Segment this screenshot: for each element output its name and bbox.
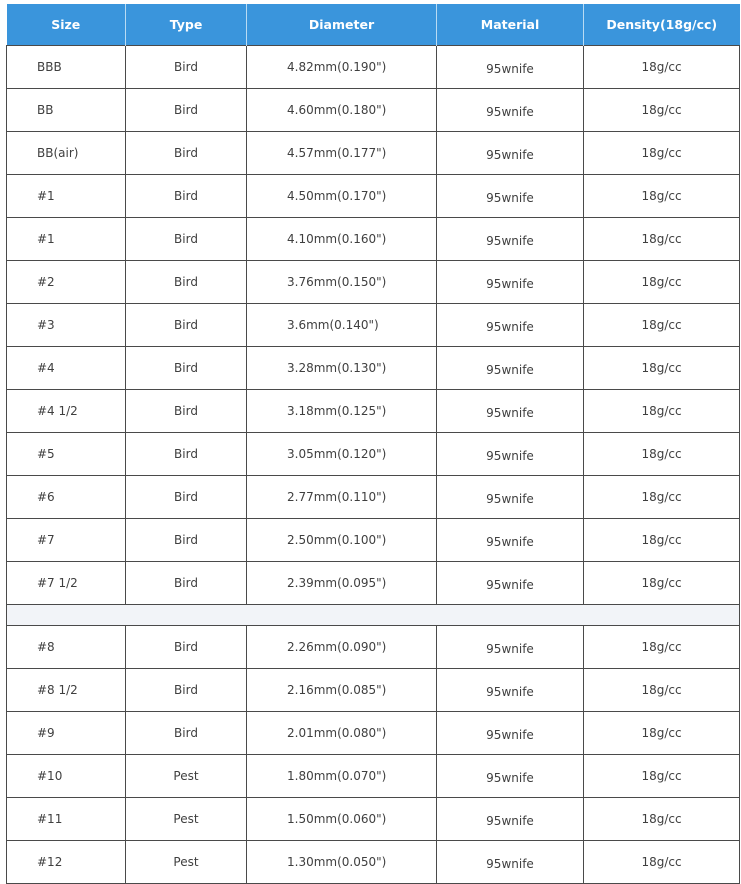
density-cell: 18g/cc	[584, 841, 740, 884]
type-cell: Bird	[126, 175, 247, 218]
density-cell: 18g/cc	[584, 46, 740, 89]
diameter-cell: 4.60mm(0.180")	[247, 89, 437, 132]
header-density: Density(18g/cc)	[584, 4, 740, 46]
size-cell: #2	[7, 261, 126, 304]
density-cell: 18g/cc	[584, 175, 740, 218]
type-cell: Bird	[126, 390, 247, 433]
type-cell: Bird	[126, 476, 247, 519]
material-cell: 95wnife	[437, 476, 584, 519]
type-cell: Pest	[126, 755, 247, 798]
size-cell: #8 1/2	[7, 669, 126, 712]
density-cell: 18g/cc	[584, 218, 740, 261]
type-cell: Bird	[126, 669, 247, 712]
table-row	[7, 433, 740, 476]
diameter-cell: 2.26mm(0.090")	[247, 626, 437, 669]
diameter-cell: 3.18mm(0.125")	[247, 390, 437, 433]
material-cell: 95wnife	[437, 626, 584, 669]
type-cell: Bird	[126, 562, 247, 605]
type-cell: Bird	[126, 519, 247, 562]
diameter-cell: 3.6mm(0.140")	[247, 304, 437, 347]
material-cell: 95wnife	[437, 132, 584, 175]
size-cell: #12	[7, 841, 126, 884]
diameter-cell: 3.28mm(0.130")	[247, 347, 437, 390]
header-row	[7, 4, 740, 46]
table-row	[7, 841, 740, 884]
separator-band	[7, 605, 740, 626]
material-cell: 95wnife	[437, 304, 584, 347]
size-cell: BB	[7, 89, 126, 132]
type-cell: Bird	[126, 89, 247, 132]
table-row	[7, 46, 740, 89]
diameter-cell: 1.50mm(0.060")	[247, 798, 437, 841]
table-body	[7, 46, 740, 884]
diameter-cell: 2.77mm(0.110")	[247, 476, 437, 519]
material-cell: 95wnife	[437, 46, 584, 89]
table-row	[7, 218, 740, 261]
size-cell: BBB	[7, 46, 126, 89]
density-cell: 18g/cc	[584, 433, 740, 476]
table-row	[7, 669, 740, 712]
density-cell: 18g/cc	[584, 519, 740, 562]
size-cell: #1	[7, 175, 126, 218]
type-cell: Bird	[126, 218, 247, 261]
diameter-cell: 3.76mm(0.150")	[247, 261, 437, 304]
density-cell: 18g/cc	[584, 390, 740, 433]
size-cell: #7 1/2	[7, 562, 126, 605]
header-type: Type	[126, 4, 247, 46]
type-cell: Bird	[126, 347, 247, 390]
table-row	[7, 347, 740, 390]
diameter-cell: 1.30mm(0.050")	[247, 841, 437, 884]
table-row	[7, 798, 740, 841]
diameter-cell: 2.16mm(0.085")	[247, 669, 437, 712]
material-cell: 95wnife	[437, 390, 584, 433]
diameter-cell: 4.82mm(0.190")	[247, 46, 437, 89]
size-cell: #8	[7, 626, 126, 669]
diameter-cell: 2.50mm(0.100")	[247, 519, 437, 562]
density-cell: 18g/cc	[584, 562, 740, 605]
diameter-cell: 4.50mm(0.170")	[247, 175, 437, 218]
diameter-cell: 3.05mm(0.120")	[247, 433, 437, 476]
type-cell: Bird	[126, 261, 247, 304]
diameter-cell: 4.10mm(0.160")	[247, 218, 437, 261]
size-cell: #9	[7, 712, 126, 755]
density-cell: 18g/cc	[584, 755, 740, 798]
density-cell: 18g/cc	[584, 89, 740, 132]
table-row	[7, 89, 740, 132]
table-row	[7, 132, 740, 175]
diameter-cell: 1.80mm(0.070")	[247, 755, 437, 798]
table-row	[7, 712, 740, 755]
material-cell: 95wnife	[437, 712, 584, 755]
material-cell: 95wnife	[437, 175, 584, 218]
density-cell: 18g/cc	[584, 347, 740, 390]
size-cell: BB(air)	[7, 132, 126, 175]
header-size: Size	[7, 4, 126, 46]
table-row	[7, 175, 740, 218]
shot-size-table	[6, 4, 740, 884]
density-cell: 18g/cc	[584, 132, 740, 175]
table-row	[7, 562, 740, 605]
size-cell: #5	[7, 433, 126, 476]
size-cell: #6	[7, 476, 126, 519]
table-row	[7, 626, 740, 669]
material-cell: 95wnife	[437, 669, 584, 712]
table-row	[7, 304, 740, 347]
type-cell: Bird	[126, 433, 247, 476]
table-row	[7, 476, 740, 519]
density-cell: 18g/cc	[584, 669, 740, 712]
header-material: Material	[437, 4, 584, 46]
size-cell: #4 1/2	[7, 390, 126, 433]
density-cell: 18g/cc	[584, 476, 740, 519]
diameter-cell: 2.01mm(0.080")	[247, 712, 437, 755]
material-cell: 95wnife	[437, 798, 584, 841]
material-cell: 95wnife	[437, 218, 584, 261]
size-cell: #3	[7, 304, 126, 347]
table-row	[7, 390, 740, 433]
density-cell: 18g/cc	[584, 626, 740, 669]
size-cell: #1	[7, 218, 126, 261]
material-cell: 95wnife	[437, 261, 584, 304]
material-cell: 95wnife	[437, 433, 584, 476]
size-cell: #4	[7, 347, 126, 390]
table-row	[7, 519, 740, 562]
density-cell: 18g/cc	[584, 261, 740, 304]
size-cell: #10	[7, 755, 126, 798]
density-cell: 18g/cc	[584, 304, 740, 347]
group-separator	[7, 605, 740, 626]
material-cell: 95wnife	[437, 755, 584, 798]
type-cell: Pest	[126, 841, 247, 884]
type-cell: Bird	[126, 46, 247, 89]
density-cell: 18g/cc	[584, 798, 740, 841]
material-cell: 95wnife	[437, 347, 584, 390]
material-cell: 95wnife	[437, 519, 584, 562]
type-cell: Bird	[126, 304, 247, 347]
size-cell: #7	[7, 519, 126, 562]
table-row	[7, 755, 740, 798]
table-row	[7, 261, 740, 304]
diameter-cell: 2.39mm(0.095")	[247, 562, 437, 605]
material-cell: 95wnife	[437, 89, 584, 132]
diameter-cell: 4.57mm(0.177")	[247, 132, 437, 175]
type-cell: Bird	[126, 712, 247, 755]
density-cell: 18g/cc	[584, 712, 740, 755]
size-cell: #11	[7, 798, 126, 841]
material-cell: 95wnife	[437, 841, 584, 884]
material-cell: 95wnife	[437, 562, 584, 605]
type-cell: Bird	[126, 132, 247, 175]
type-cell: Bird	[126, 626, 247, 669]
type-cell: Pest	[126, 798, 247, 841]
header-diameter: Diameter	[247, 4, 437, 46]
table-header	[7, 4, 740, 46]
